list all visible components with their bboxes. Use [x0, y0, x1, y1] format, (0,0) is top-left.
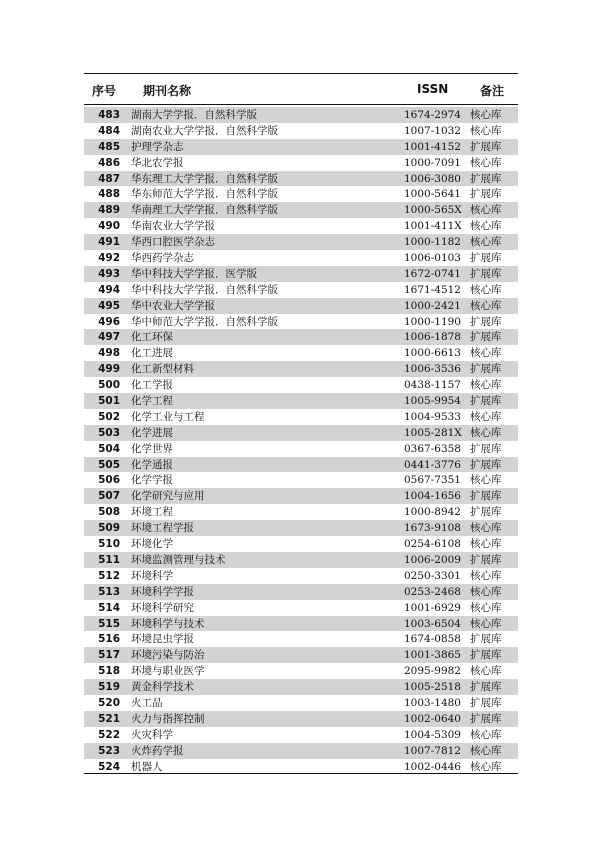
- table-row: [84, 536, 518, 552]
- row-number: 496: [98, 315, 120, 328]
- row-number: 501: [98, 395, 120, 408]
- row-journal-name: 化学工程: [131, 395, 173, 408]
- table-row: [84, 186, 518, 202]
- row-issn: 0438-1157: [404, 379, 461, 392]
- row-number: 491: [98, 236, 120, 249]
- row-journal-name: 火工品: [131, 696, 163, 709]
- table-row: [84, 234, 518, 250]
- table-row: [84, 282, 518, 298]
- row-issn: 1001-3865: [404, 649, 461, 662]
- row-journal-name: 火炸药学报: [131, 744, 184, 757]
- table-row: [84, 616, 518, 632]
- table-row: [84, 488, 518, 504]
- table-row: [84, 568, 518, 584]
- row-journal-name: 华西口腔医学杂志: [131, 236, 215, 249]
- row-issn: 1004-5309: [404, 728, 461, 741]
- table-row: [84, 250, 518, 266]
- row-note: 扩展库: [470, 188, 502, 201]
- row-number: 517: [98, 649, 120, 662]
- row-journal-name: 环境科学与技术: [131, 617, 205, 630]
- row-number: 497: [98, 331, 120, 344]
- table-row: [84, 584, 518, 600]
- row-number: 503: [98, 426, 120, 439]
- row-note: 核心库: [470, 124, 502, 137]
- row-issn: 1006-3536: [404, 363, 461, 376]
- header-rule: [84, 104, 518, 105]
- row-number: 483: [98, 109, 120, 121]
- row-note: 核心库: [470, 474, 502, 487]
- row-journal-name: 火灾科学: [131, 728, 173, 741]
- row-number: 500: [98, 379, 120, 392]
- row-number: 516: [98, 633, 120, 646]
- row-number: 519: [98, 681, 120, 694]
- row-issn: 1005-281X: [404, 426, 462, 439]
- header-number: 序号: [92, 84, 117, 98]
- row-note: 核心库: [470, 760, 502, 773]
- row-journal-name: 化学研究与应用: [131, 490, 205, 503]
- row-issn: 1000-8942: [404, 506, 461, 519]
- row-issn: 1007-7812: [404, 744, 461, 757]
- row-journal-name: 华中农业大学学报: [131, 299, 215, 312]
- row-note: 核心库: [470, 379, 502, 392]
- row-issn: 1000-6613: [404, 347, 461, 360]
- row-issn: 1006-2009: [404, 553, 461, 566]
- row-journal-name: 化工学报: [131, 379, 173, 392]
- row-issn: 1004-9533: [404, 410, 461, 423]
- row-note: 扩展库: [470, 649, 502, 662]
- row-journal-name: 化学通报: [131, 458, 173, 471]
- row-number: 512: [98, 569, 120, 582]
- table-row: [84, 552, 518, 568]
- row-journal-name: 化学进展: [131, 426, 173, 439]
- row-note: 扩展库: [470, 442, 502, 455]
- row-note: 扩展库: [470, 172, 502, 185]
- header-journal-name: 期刊名称: [143, 84, 192, 98]
- row-note: 核心库: [470, 744, 502, 757]
- row-journal-name: 华中师范大学学报．自然科学版: [131, 315, 278, 328]
- row-issn: 0367-6358: [404, 442, 461, 455]
- row-number: 495: [98, 299, 120, 312]
- row-issn: 1005-9954: [404, 395, 461, 408]
- row-note: 扩展库: [470, 506, 502, 519]
- row-note: 核心库: [470, 601, 502, 614]
- row-journal-name: 环境科学学报: [131, 585, 194, 598]
- row-number: 522: [98, 728, 120, 741]
- row-issn: 1000-2421: [404, 299, 461, 312]
- row-number: 490: [98, 220, 120, 233]
- row-note: 扩展库: [470, 712, 502, 725]
- row-number: 487: [98, 172, 120, 185]
- row-issn: 1006-3080: [404, 172, 461, 185]
- table-row: [84, 472, 518, 488]
- row-journal-name: 环境与职业医学: [131, 665, 205, 678]
- row-issn: 1001-4152: [404, 140, 461, 153]
- row-number: 520: [98, 696, 120, 709]
- row-issn: 0441-3776: [404, 458, 461, 471]
- row-note: 核心库: [470, 283, 502, 296]
- table-row: [84, 123, 518, 139]
- row-issn: 1004-1656: [404, 490, 461, 503]
- row-journal-name: 化工环保: [131, 331, 173, 344]
- row-number: 513: [98, 585, 120, 598]
- table-row: [84, 361, 518, 377]
- table-row: [84, 743, 518, 759]
- row-journal-name: 化工新型材料: [131, 363, 194, 376]
- row-number: 489: [98, 204, 120, 217]
- row-journal-name: 华南理工大学学报．自然科学版: [131, 204, 278, 217]
- row-issn: 1000-5641: [404, 188, 461, 201]
- row-note: 扩展库: [470, 490, 502, 503]
- row-note: 核心库: [470, 538, 502, 551]
- row-issn: 1007-1032: [404, 124, 461, 137]
- row-issn: 1003-6504: [404, 617, 461, 630]
- row-note: 核心库: [470, 109, 502, 121]
- table-row: [84, 155, 518, 171]
- row-number: 518: [98, 665, 120, 678]
- row-number: 484: [98, 124, 120, 137]
- table-row: [84, 631, 518, 647]
- row-issn: 1005-2518: [404, 681, 461, 694]
- row-note: 扩展库: [470, 363, 502, 376]
- row-journal-name: 环境科学: [131, 569, 173, 582]
- row-issn: 0567-7351: [404, 474, 461, 487]
- row-journal-name: 环境工程学报: [131, 522, 194, 535]
- table-row: [84, 218, 518, 234]
- row-journal-name: 机器人: [131, 760, 163, 773]
- table-row: [84, 441, 518, 457]
- row-note: 扩展库: [470, 252, 502, 265]
- row-journal-name: 湖南农业大学学报．自然科学版: [131, 124, 278, 137]
- row-journal-name: 华东师范大学学报．自然科学版: [131, 188, 278, 201]
- row-issn: 1000-565X: [404, 204, 462, 217]
- row-issn: 1006-0103: [404, 252, 461, 265]
- row-journal-name: 化学世界: [131, 442, 173, 455]
- row-issn: 1672-0741: [404, 267, 461, 280]
- table-row: [84, 329, 518, 345]
- row-issn: 0253-2468: [404, 585, 461, 598]
- row-number: 514: [98, 601, 120, 614]
- row-issn: 1674-2974: [404, 109, 461, 121]
- table-row: [84, 711, 518, 727]
- row-journal-name: 化工进展: [131, 347, 173, 360]
- row-journal-name: 环境工程: [131, 506, 173, 519]
- table-row: [84, 600, 518, 616]
- row-note: 核心库: [470, 569, 502, 582]
- table-row: [84, 345, 518, 361]
- row-number: 523: [98, 744, 120, 757]
- row-issn: 1671-4512: [404, 283, 461, 296]
- row-number: 505: [98, 458, 120, 471]
- row-note: 核心库: [470, 299, 502, 312]
- row-note: 核心库: [470, 156, 502, 169]
- row-journal-name: 环境昆虫学报: [131, 633, 194, 646]
- row-journal-name: 黄金科学技术: [131, 681, 194, 694]
- table-row: [84, 457, 518, 473]
- table-row: [84, 266, 518, 282]
- row-journal-name: 华西药学杂志: [131, 252, 194, 265]
- row-issn: 1674-0858: [404, 633, 461, 646]
- table-row: [84, 171, 518, 187]
- row-journal-name: 华东理工大学学报．自然科学版: [131, 172, 278, 185]
- table-row: [84, 520, 518, 536]
- table-row: [84, 314, 518, 330]
- table-row: [84, 663, 518, 679]
- row-note: 扩展库: [470, 395, 502, 408]
- row-number: 521: [98, 712, 120, 725]
- table-row: [84, 139, 518, 155]
- table-row: [84, 425, 518, 441]
- row-number: 515: [98, 617, 120, 630]
- table-row: [84, 377, 518, 393]
- row-note: 核心库: [470, 236, 502, 249]
- table-row: [84, 679, 518, 695]
- row-issn: 1001-6929: [404, 601, 461, 614]
- row-note: 核心库: [470, 585, 502, 598]
- row-number: 502: [98, 410, 120, 423]
- row-issn: 1003-1480: [404, 696, 461, 709]
- row-journal-name: 湖南大学学报．自然科学版: [131, 109, 257, 121]
- row-issn: 1000-1190: [404, 315, 461, 328]
- row-journal-name: 环境监测管理与技术: [131, 553, 226, 566]
- row-number: 511: [98, 553, 120, 566]
- row-number: 498: [98, 347, 120, 360]
- row-number: 506: [98, 474, 120, 487]
- row-number: 509: [98, 522, 120, 535]
- table-header: [84, 74, 518, 104]
- row-journal-name: 环境科学研究: [131, 601, 194, 614]
- row-note: 核心库: [470, 665, 502, 678]
- row-journal-name: 华中科技大学学报．医学版: [131, 267, 257, 280]
- row-journal-name: 化学学报: [131, 474, 173, 487]
- row-journal-name: 火力与指挥控制: [131, 712, 205, 725]
- row-note: 核心库: [470, 522, 502, 535]
- row-note: 核心库: [470, 204, 502, 217]
- table-body: [84, 107, 518, 774]
- row-issn: 1002-0640: [404, 712, 461, 725]
- row-number: 492: [98, 252, 120, 265]
- row-number: 486: [98, 156, 120, 169]
- row-note: 扩展库: [470, 315, 502, 328]
- table-row: [84, 504, 518, 520]
- row-number: 488: [98, 188, 120, 201]
- row-note: 扩展库: [470, 696, 502, 709]
- table-bottom-rule: [84, 773, 518, 774]
- row-journal-name: 华北农学报: [131, 156, 184, 169]
- row-issn: 0250-3301: [404, 569, 461, 582]
- row-note: 核心库: [470, 220, 502, 233]
- row-note: 扩展库: [470, 458, 502, 471]
- row-journal-name: 环境化学: [131, 538, 173, 551]
- row-issn: 1673-9108: [404, 522, 461, 535]
- row-number: 507: [98, 490, 120, 503]
- table-row: [84, 695, 518, 711]
- row-note: 扩展库: [470, 633, 502, 646]
- row-number: 493: [98, 267, 120, 280]
- header-note: 备注: [480, 84, 505, 98]
- row-number: 508: [98, 506, 120, 519]
- row-number: 510: [98, 538, 120, 551]
- row-number: 504: [98, 442, 120, 455]
- row-issn: 1000-7091: [404, 156, 461, 169]
- row-journal-name: 环境污染与防治: [131, 649, 205, 662]
- row-issn: 1001-411X: [404, 220, 462, 233]
- row-journal-name: 化学工业与工程: [131, 410, 205, 423]
- row-issn: 1006-1878: [404, 331, 461, 344]
- row-journal-name: 华南农业大学学报: [131, 220, 215, 233]
- row-number: 485: [98, 140, 120, 153]
- table-row: [84, 409, 518, 425]
- row-number: 524: [98, 760, 120, 773]
- row-journal-name: 华中科技大学学报．自然科学版: [131, 283, 278, 296]
- table-row: [84, 202, 518, 218]
- row-note: 扩展库: [470, 331, 502, 344]
- row-note: 核心库: [470, 410, 502, 423]
- row-journal-name: 护理学杂志: [131, 140, 184, 153]
- header-issn: ISSN: [417, 82, 449, 96]
- row-issn: 0254-6108: [404, 538, 461, 551]
- row-note: 扩展库: [470, 140, 502, 153]
- table-row: [84, 298, 518, 314]
- row-issn: 1002-0446: [404, 760, 461, 773]
- row-note: 扩展库: [470, 681, 502, 694]
- row-number: 494: [98, 283, 120, 296]
- row-issn: 1000-1182: [404, 236, 461, 249]
- row-note: 扩展库: [470, 553, 502, 566]
- table-row: [84, 647, 518, 663]
- table-row: [84, 393, 518, 409]
- row-issn: 2095-9982: [404, 665, 461, 678]
- table-row: [84, 107, 518, 123]
- row-number: 499: [98, 363, 120, 376]
- row-note: 核心库: [470, 347, 502, 360]
- row-note: 核心库: [470, 426, 502, 439]
- row-note: 核心库: [470, 728, 502, 741]
- row-note: 核心库: [470, 617, 502, 630]
- table-row: [84, 727, 518, 743]
- row-note: 扩展库: [470, 267, 502, 280]
